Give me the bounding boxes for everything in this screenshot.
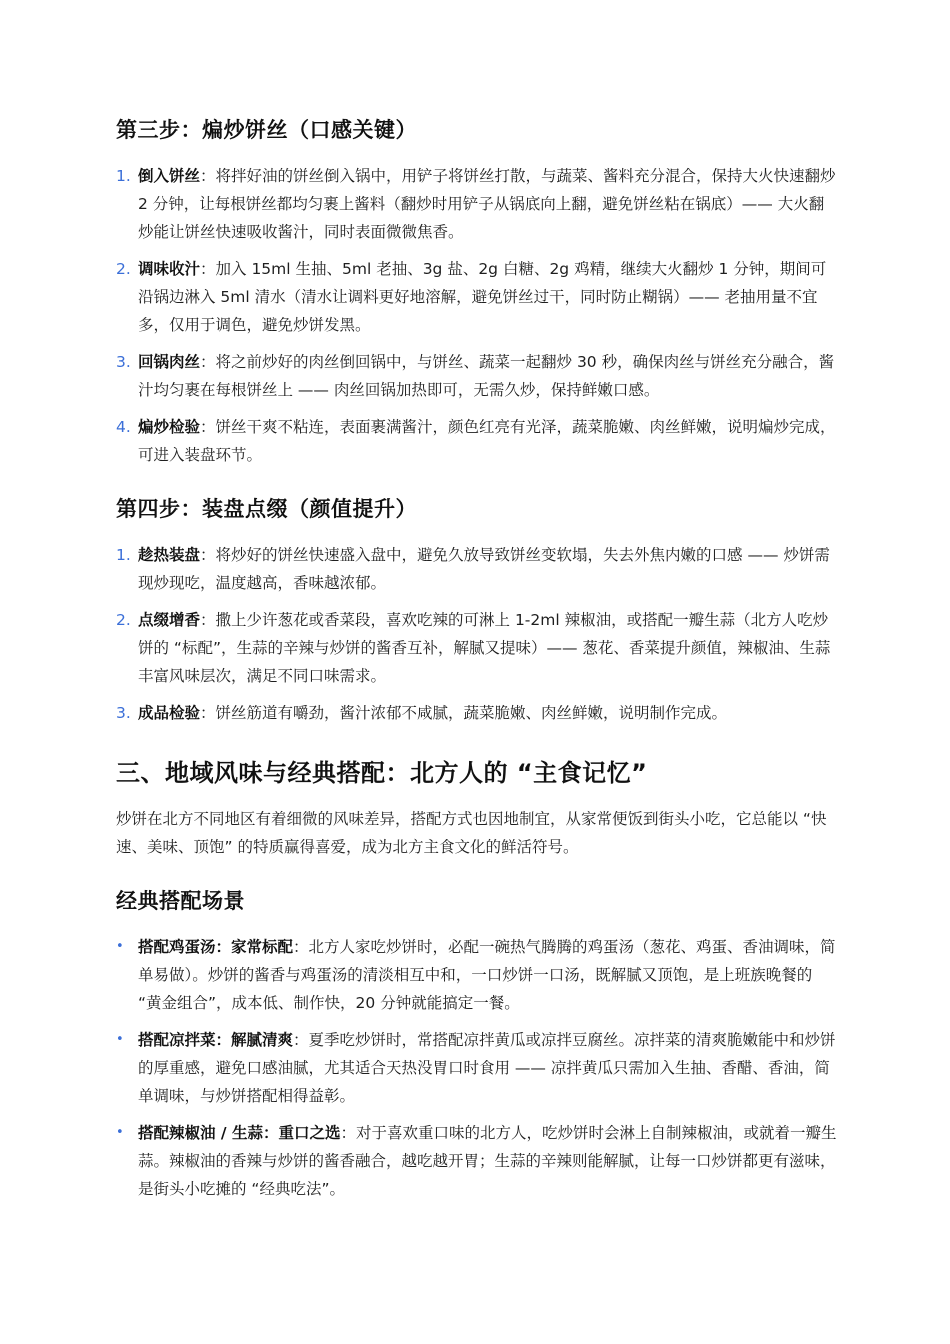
list-item [116, 255, 838, 339]
classic-pairings-list [116, 933, 838, 1203]
list-item [116, 933, 838, 1017]
item-text: ：将拌好油的饼丝倒入锅中，用铲子将饼丝打散，与蔬菜、酱料充分混合，保持大火快速翻炒 2 分钟，让每根饼丝都均匀裹上酱料（翻炒时用铲子从锅底向上翻，避免饼丝粘在锅底）—— 大火翻炒能让饼丝快速吸收酱汁，同时表面微微焦香。 [138, 167, 836, 241]
step-3-list [116, 162, 838, 469]
item-label: 调味收汁 [138, 260, 201, 278]
item-text: ：加入 15ml 生抽、5ml 老抽、3g 盐、2g 白糖、2g 鸡精，继续大火翻炒 1 分钟，期间可沿锅边淋入 5ml 清水（清水让调料更好地溶解，避免饼丝过干，同时防止糊锅）—— 老抽用量不宜多，仅用于调色，避免炒饼发黑。 [138, 260, 827, 334]
item-label: 回锅肉丝 [138, 353, 201, 371]
list-item [116, 162, 838, 246]
section-step-4-title: 第四步：装盘点缀（颜值提升） [116, 497, 417, 521]
list-item [116, 348, 838, 404]
bullet-icon: • [116, 1032, 124, 1047]
item-label: 搭配辣椒油 / 生蒜：重口之选 [138, 1124, 341, 1142]
item-text: ：饼丝干爽不粘连，表面裹满酱汁，颜色红亮有光泽，蔬菜脆嫩、肉丝鲜嫩，说明煸炒完成，可进入装盘环节。 [138, 418, 836, 464]
list-number: 2. [116, 260, 131, 278]
item-text: ：将之前炒好的肉丝倒回锅中，与饼丝、蔬菜一起翻炒 30 秒，确保肉丝与饼丝充分融合，酱汁均匀裹在每根饼丝上 —— 肉丝回锅加热即可，无需久炒，保持鲜嫩口感。 [138, 353, 835, 399]
part-3-title: 三、地域风味与经典搭配：北方人的 “主食记忆” [116, 759, 648, 787]
list-number: 2. [116, 611, 131, 629]
item-text: ：撒上少许葱花或香菜段，喜欢吃辣的可淋上 1-2ml 辣椒油，或搭配一瓣生蒜（北方人吃炒饼的 “标配”，生蒜的辛辣与炒饼的酱香互补，解腻又提味）—— 葱花、香菜提升颜值，辣椒油、生蒜丰富风味层次，满足不同口味需求。 [138, 611, 831, 685]
item-label: 成品检验 [138, 704, 201, 722]
list-item [116, 413, 838, 469]
list-item [116, 699, 838, 727]
list-number: 4. [116, 418, 131, 436]
item-label: 搭配鸡蛋汤：家常标配 [138, 938, 294, 956]
section-step-3-title: 第三步：煸炒饼丝（口感关键） [116, 118, 417, 142]
item-label: 搭配凉拌菜：解腻清爽 [138, 1031, 294, 1049]
step-4-list [116, 541, 838, 727]
item-label: 倒入饼丝 [138, 167, 201, 185]
list-number: 3. [116, 704, 131, 722]
classic-pairings-title: 经典搭配场景 [116, 889, 245, 913]
document-content [116, 112, 838, 1225]
section-step-4 [116, 491, 838, 727]
list-number: 1. [116, 546, 131, 564]
list-item [116, 1119, 838, 1203]
list-item [116, 606, 838, 690]
list-item [116, 1026, 838, 1110]
item-text: ：将炒好的饼丝快速盛入盘中，避免久放导致饼丝变软塌，失去外焦内嫩的口感 —— 炒饼需现炒现吃，温度越高，香味越浓郁。 [138, 546, 830, 592]
part-3 [116, 753, 838, 861]
list-item [116, 541, 838, 597]
item-label: 煸炒检验 [138, 418, 201, 436]
list-number: 1. [116, 167, 131, 185]
section-step-3 [116, 112, 838, 469]
item-text: ：夏季吃炒饼时，常搭配凉拌黄瓜或凉拌豆腐丝。凉拌菜的清爽脆嫩能中和炒饼的厚重感，避免口感油腻，尤其适合天热没胃口时食用 —— 凉拌黄瓜只需加入生抽、香醋、香油，简单调味，与炒饼搭配相得益彰。 [138, 1031, 836, 1105]
bullet-icon: • [116, 1125, 124, 1140]
item-label: 点缀增香 [138, 611, 201, 629]
classic-pairings [116, 883, 838, 1203]
item-text: ：对于喜欢重口味的北方人，吃炒饼时会淋上自制辣椒油，或就着一瓣生蒜。辣椒油的香辣与炒饼的酱香融合，越吃越开胃；生蒜的辛辣则能解腻，让每一口炒饼都更有滋味，是街头小吃摊的 “经典吃法”。 [138, 1124, 837, 1198]
item-text: ：北方人家吃炒饼时，必配一碗热气腾腾的鸡蛋汤（葱花、鸡蛋、香油调味，简单易做）。炒饼的酱香与鸡蛋汤的清淡相互中和，一口炒饼一口汤，既解腻又顶饱，是上班族晚餐的 “黄金组合”，成本低、制作快，20 分钟就能搞定一餐。 [138, 938, 836, 1012]
list-number: 3. [116, 353, 131, 371]
item-text: ：饼丝筋道有嚼劲，酱汁浓郁不咸腻，蔬菜脆嫩、肉丝鲜嫩，说明制作完成。 [200, 704, 728, 722]
part-3-intro: 炒饼在北方不同地区有着细微的风味差异，搭配方式也因地制宜，从家常便饭到街头小吃，它总能以 “快速、美味、顶饱” 的特质赢得喜爱，成为北方主食文化的鲜活符号。 [116, 810, 827, 856]
item-label: 趁热装盘 [138, 546, 201, 564]
bullet-icon: • [116, 939, 124, 954]
